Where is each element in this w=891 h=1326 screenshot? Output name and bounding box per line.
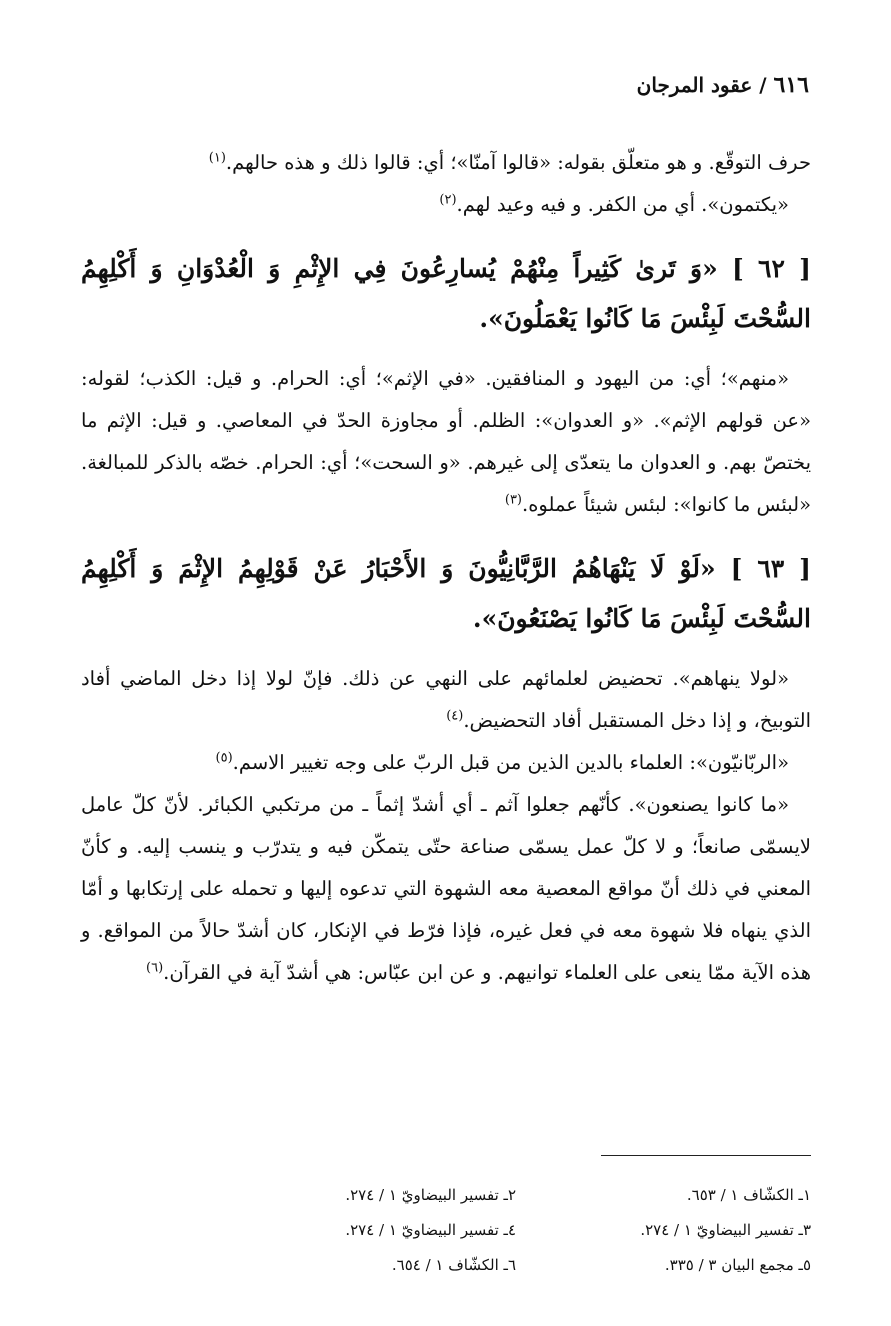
commentary-63-c: «ما كانوا يصنعون». كأنّهم جعلوا آثم ـ أي أشدّ إثماً ـ من مرتكبي الكبائر. لأنّ كلّ عامل لايسمّى صانعاً؛ و لا كلّ عمل يسمّى صناعة حتّى يتمكّن فيه و يتدرّب و ينسب إليه. و كأنّ المعني في ذلك أنّ مواقع المعصية معه الشهوة التي تدعوه إليها و تحمله على إرتكابها و أمّا الذي ينهاه فلا شهوة معه في فعل غيره، فإذا فرّط في الإنكار، كان أشدّ حالاً من المواقع. و هذه الآية ممّا ينعى على العلماء توانيهم. و عن ابن عبّاس: هي أشدّ آية في القرآن.$^{(٦)}$ [81, 793, 811, 984]
footnotes [251, 1178, 811, 1283]
footnote-ref-3: (٣) [504, 492, 522, 508]
footnote-ref-4: (٤) [446, 708, 464, 724]
footnote-3: ٣ـ تفسير البيضاويّ ١ / ٢٧٤. [640, 1221, 811, 1239]
intro-line-1: حرف التوقّع. و هو متعلّق بقوله: «قالوا آمنّا»؛ أي: قالوا ذلك و هذه حالهم.$^{(١)}$ [208, 150, 811, 174]
page-number: ٦١٦ [773, 72, 809, 98]
header-separator: / [752, 73, 774, 97]
footnote-divider [601, 1155, 811, 1156]
verse-63: [ ٦٣ ] «لَوْ لَا يَنْهَاهُمُ الرَّبَّانِيُّونَ وَ الأَحْبَارُ عَنْ قَوْلِهِمُ الإِثْمَ وَ أَكْلِهِمُ السُّحْتَ لَبِئْسَ مَا كَانُوا يَصْنَعُونَ». [81, 554, 811, 633]
intro-line-2: «يكتمون». أي من الكفر. و فيه وعيد لهم.$^{(٢)}$ [439, 192, 789, 216]
footnote-1: ١ـ الكشّاف ١ / ٦٥٣. [686, 1186, 811, 1204]
running-header [637, 72, 809, 98]
footnote-6: ٦ـ الكشّاف ١ / ٦٥٤. [391, 1256, 516, 1274]
footnote-ref-6: (٦) [146, 960, 164, 976]
commentary-62: «منهم»؛ أي: من اليهود و المنافقين. «في الإثم»؛ أي: الحرام. و قيل: الكذب؛ لقوله: «عن قولهم الإثم». «و العدوان»: الظلم. أو مجاوزة الحدّ في المعاصي. و قيل: الإثم ما يختصّ بهم. و العدوان ما يتعدّى إلى غيرهم. «و السحت»؛ أي: الحرام. خصّه بالذكر للمبالغة. «لبئس ما كانوا»: لبئس شيئاً عملوه.$^{(٣)}$ [81, 367, 811, 516]
footnote-ref-2: (٢) [439, 192, 457, 208]
book-title: عقود المرجان [636, 73, 753, 97]
verse-62: [ ٦٢ ] «وَ تَرىٰ كَثِيراً مِنْهُمْ يُسارِعُونَ فِي الإِثْمِ وَ الْعُدْوَانِ وَ أَكْلِهِمُ السُّحْتَ لَبِئْسَ مَا كَانُوا يَعْمَلُونَ». [81, 254, 811, 333]
footnote-4: ٤ـ تفسير البيضاويّ ١ / ٢٧٤. [345, 1221, 516, 1239]
footnote-ref-5: (٥) [215, 750, 233, 766]
footnote-2: ٢ـ تفسير البيضاويّ ١ / ٢٧٤. [345, 1186, 516, 1204]
footnote-ref-1: (١) [208, 150, 226, 166]
commentary-63-b: «الربّانيّون»: العلماء بالدين الذين من قبل الربّ على وجه تغيير الاسم.$^{(٥)}$ [215, 750, 789, 774]
footnote-5: ٥ـ مجمع البيان ٣ / ٣٣٥. [664, 1256, 811, 1274]
commentary-63-a: «لولا ينهاهم». تحضيض لعلمائهم على النهي عن ذلك. فإنّ لولا إذا دخل الماضي أفاد التوبيخ، و إذا دخل المستقبل أفاد التحضيض.$^{(٤)}$ [81, 667, 811, 732]
main-text [81, 142, 811, 994]
